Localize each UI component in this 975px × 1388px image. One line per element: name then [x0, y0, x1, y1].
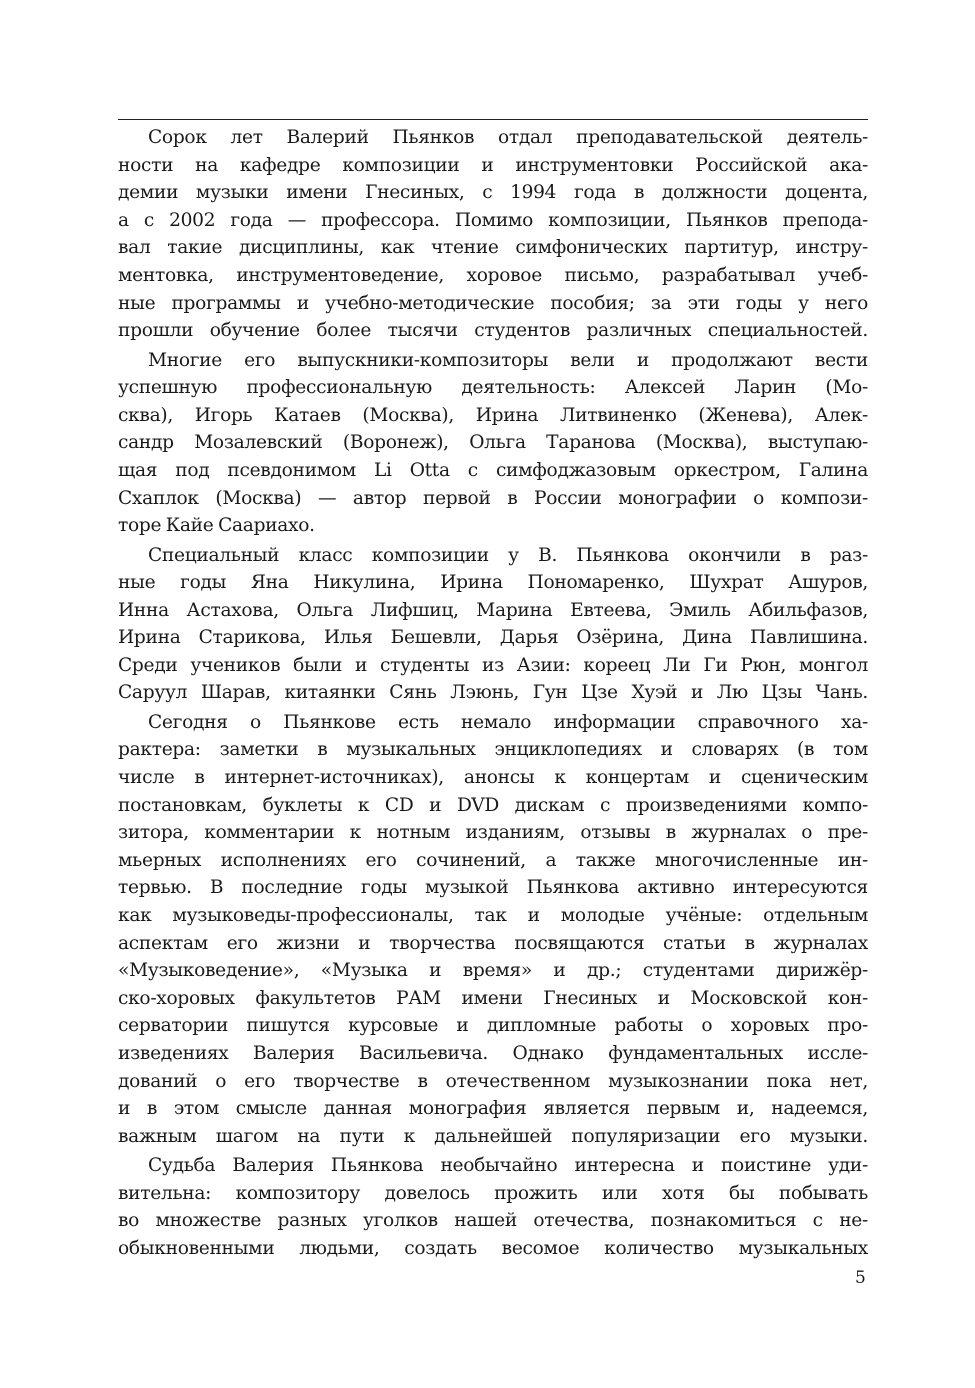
text-line: мьерных исполнениях его сочинений, а также многочисленные ин-	[118, 849, 868, 871]
text-line: ментовка, инструментоведение, хоровое письмо, разрабатывал учеб-	[118, 264, 868, 286]
text-line: аспектам его жизни и творчества посвящаются статьи в журналах	[118, 932, 868, 954]
text-line: прошли обучение более тысячи студентов различных специальностей.	[118, 320, 868, 342]
text-line: вал такие дисциплины, как чтение симфонических партитур, инстру-	[118, 237, 868, 259]
text-line: торе Кайе Саариахо.	[118, 515, 315, 537]
text-line: ные годы Яна Никулина, Ирина Пономаренко, Шухрат Ашуров,	[118, 572, 868, 594]
text-line: и в этом смысле данная монография является первым и, надеемся,	[118, 1098, 868, 1120]
paragraph	[118, 709, 868, 1151]
text-line: успешную профессиональную деятельность: Алексей Ларин (Мо-	[118, 377, 868, 399]
text-line: серватории пишутся курсовые и дипломные работы о хоровых про-	[118, 1015, 868, 1037]
text-line: Ирина Старикова, Илья Бешевли, Дарья Озёрина, Дина Павлишина.	[118, 627, 868, 649]
body-text	[118, 124, 868, 1264]
paragraph	[118, 347, 868, 540]
paragraph	[118, 124, 868, 345]
text-line: сква), Игорь Катаев (Москва), Ирина Литвиненко (Женева), Алек-	[118, 404, 868, 426]
paragraph	[118, 542, 868, 708]
text-line: Саруул Шарав, китаянки Сянь Лэюнь, Гун Цзе Хуэй и Лю Цзы Чань.	[118, 682, 868, 704]
text-line: вительна: композитору довелось прожить или хотя бы побывать	[118, 1182, 868, 1204]
text-line: зитора, комментарии к нотным изданиям, отзывы в журналах о пре-	[118, 822, 868, 844]
text-line: изведениях Валерия Васильевича. Однако фундаментальных иссле-	[118, 1042, 868, 1064]
text-line: числе в интернет-источниках), анонсы к концертам и сценическим	[118, 767, 868, 789]
text-line: Инна Астахова, Ольга Лифшиц, Марина Евтеева, Эмиль Абильфазов,	[118, 599, 868, 621]
text-line: ности на кафедре композиции и инструментовки Российской ака-	[118, 154, 868, 176]
text-line: важным шагом на пути к дальнейшей популяризации его музыки.	[118, 1125, 868, 1147]
text-line: Сорок лет Валерий Пьянков отдал преподавательской деятель-	[148, 127, 868, 148]
text-line: Многие его выпускники-композиторы вели и продолжают вести	[148, 349, 868, 371]
text-line: тервью. В последние годы музыкой Пьянкова активно интересуются	[118, 877, 868, 899]
text-line: ско-хоровых факультетов РАМ имени Гнесиных и Московской кон-	[118, 987, 868, 1009]
text-line: Среди учеников были и студенты из Азии: кореец Ли Ги Рюн, монгол	[118, 654, 868, 676]
paragraph	[118, 1152, 868, 1262]
text-line: постановкам, буклеты к CD и DVD дискам с произведениями компо-	[118, 794, 868, 816]
text-line: обыкновенными людьми, создать весомое количество музыкальных	[118, 1237, 868, 1259]
text-line: рактера: заметки в музыкальных энциклопедиях и словарях (в том	[118, 739, 868, 761]
text-line: Сегодня о Пьянкове есть немало информации справочного ха-	[148, 711, 868, 733]
page-number: 5	[855, 1268, 866, 1288]
text-line: как музыковеды-профессионалы, так и молодые учёные: отдельным	[118, 905, 868, 927]
text-line: дований о его творчестве в отечественном музыкознании пока нет,	[118, 1070, 868, 1092]
text-line: во множестве разных уголков нашей отечества, познакомиться с не-	[118, 1210, 868, 1232]
text-line: демии музыки имени Гнесиных, с 1994 года в должности доцента,	[118, 182, 868, 204]
text-line: ные программы и учебно-методические пособия; за эти годы у него	[118, 292, 868, 314]
text-line: щая под псевдонимом Li Otta с симфоджазовым оркестром, Галина	[118, 459, 868, 481]
text-line: а с 2002 года — профессора. Помимо композиции, Пьянков препода-	[118, 209, 868, 231]
top-rule	[118, 119, 868, 120]
text-line: сандр Мозалевский (Воронеж), Ольга Таранова (Москва), выступаю-	[118, 432, 868, 454]
text-line: Схаплок (Москва) — автор первой в России монографии о компози-	[118, 487, 868, 509]
text-line: «Музыковедение», «Музыка и время» и др.; студентами дирижёр-	[118, 960, 868, 982]
text-line: Судьба Валерия Пьянкова необычайно интересна и поистине уди-	[148, 1155, 868, 1177]
text-line: Специальный класс композиции у В. Пьянкова окончили в раз-	[148, 544, 868, 566]
